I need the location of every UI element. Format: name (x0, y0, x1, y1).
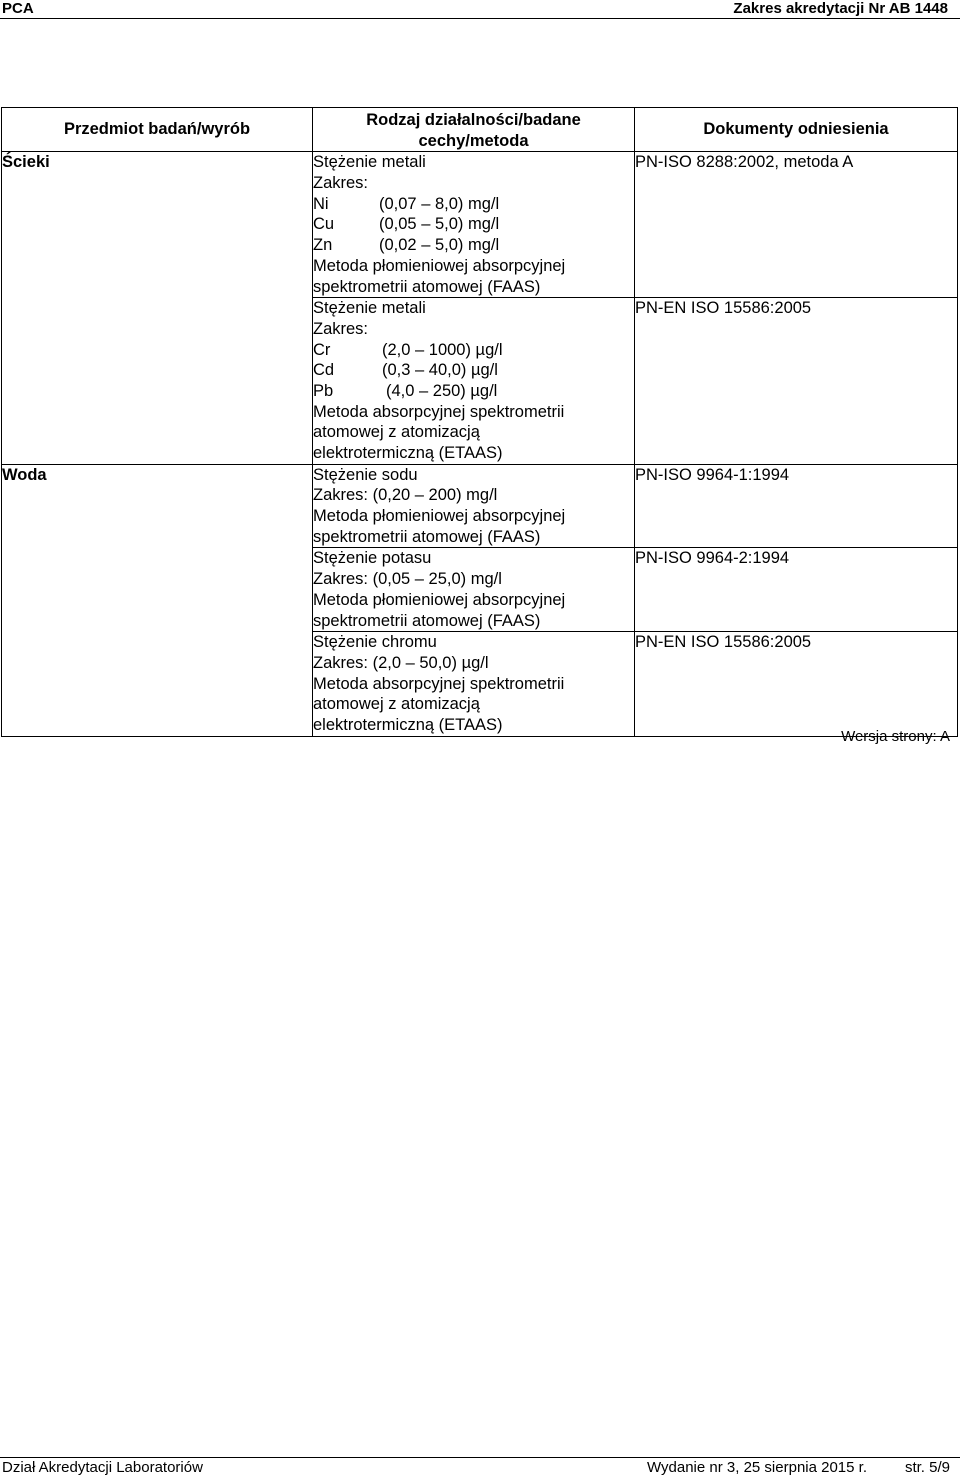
method-line: atomowej z atomizacją (313, 695, 480, 714)
element-symbol: Ni (313, 194, 329, 213)
method-line: spektrometrii atomowej (FAAS) (313, 277, 541, 296)
range-line: Zakres: (2,0 – 50,0) µg/l (313, 653, 489, 672)
page-header (0, 0, 960, 19)
element-range-value: (0,05 – 5,0) mg/l (379, 215, 500, 234)
document-cell: PN-ISO 9964-2:1994 (635, 548, 958, 632)
element-range-value: (2,0 – 1000) µg/l (382, 340, 503, 359)
activity-title: Stężenie chromu (313, 633, 437, 652)
document-cell: PN-ISO 9964-1:1994 (635, 464, 958, 548)
table-header-row (2, 108, 958, 152)
element-symbol: Zn (313, 236, 333, 255)
element-range (313, 381, 634, 402)
element-range (313, 214, 634, 235)
method-line: atomowej z atomizacją (313, 423, 480, 442)
range-label: Zakres: (313, 319, 369, 338)
element-range (313, 360, 634, 381)
document-cell: PN-EN ISO 15586:2005 (635, 632, 958, 736)
element-range (313, 235, 634, 256)
activity-cell (313, 548, 635, 632)
method-line: Metoda płomieniowej absorpcyjnej (313, 256, 566, 275)
table-row (2, 152, 958, 298)
col-header-activity-line2: cechy/metoda (418, 131, 529, 150)
activity-title: Stężenie potasu (313, 549, 432, 568)
element-range-value: (0,3 – 40,0) µg/l (382, 361, 498, 380)
method-line: Metoda absorpcyjnej spektrometrii (313, 402, 565, 421)
method-line: Metoda płomieniowej absorpcyjnej (313, 507, 566, 526)
header-org: PCA (2, 0, 34, 17)
element-symbol: Cr (313, 340, 331, 359)
element-symbol: Cu (313, 215, 335, 234)
col-header-documents: Dokumenty odniesienia (635, 108, 958, 152)
col-header-activity (313, 108, 635, 152)
document-cell: PN-ISO 8288:2002, metoda A (635, 152, 958, 298)
activity-title: Stężenie metali (313, 153, 426, 172)
accreditation-table (1, 107, 958, 737)
page-version: Wersja strony: A (841, 728, 950, 745)
method-line: elektrotermiczną (ETAAS) (313, 444, 503, 462)
element-range-value: (4,0 – 250) µg/l (386, 381, 498, 400)
header-title: Zakres akredytacji Nr AB 1448 (733, 0, 948, 17)
element-range-value: (0,02 – 5,0) mg/l (379, 236, 500, 255)
element-symbol: Pb (313, 381, 334, 400)
activity-cell (313, 152, 635, 298)
activity-cell (313, 632, 635, 736)
subject-cell: Ścieki (2, 152, 313, 464)
col-header-activity-line1: Rodzaj działalności/badane (366, 111, 581, 129)
footer-page-number: str. 5/9 (904, 1459, 950, 1476)
table-row (2, 464, 958, 548)
method-line: spektrometrii atomowej (FAAS) (313, 527, 541, 546)
document-cell: PN-EN ISO 15586:2005 (635, 298, 958, 465)
col-header-subject: Przedmiot badań/wyrób (2, 108, 313, 152)
range-label: Zakres: (313, 174, 369, 193)
activity-title: Stężenie sodu (313, 465, 418, 484)
footer-edition: Wydanie nr 3, 25 sierpnia 2015 r. (647, 1459, 867, 1476)
activity-cell (313, 298, 635, 465)
method-line: Metoda absorpcyjnej spektrometrii (313, 674, 565, 693)
activity-cell (313, 464, 635, 548)
range-line: Zakres: (0,20 – 200) mg/l (313, 486, 498, 505)
method-line: Metoda płomieniowej absorpcyjnej (313, 590, 566, 609)
method-line: spektrometrii atomowej (FAAS) (313, 611, 541, 630)
footer-department: Dział Akredytacji Laboratoriów (2, 1459, 203, 1476)
element-symbol: Cd (313, 361, 335, 380)
element-range (313, 340, 634, 361)
activity-title: Stężenie metali (313, 299, 426, 318)
element-range-value: (0,07 – 8,0) mg/l (379, 194, 500, 213)
range-line: Zakres: (0,05 – 25,0) mg/l (313, 570, 502, 589)
method-line: elektrotermiczną (ETAAS) (313, 715, 503, 734)
subject-cell: Woda (2, 464, 313, 736)
page-footer (0, 1457, 960, 1477)
element-range (313, 194, 634, 215)
